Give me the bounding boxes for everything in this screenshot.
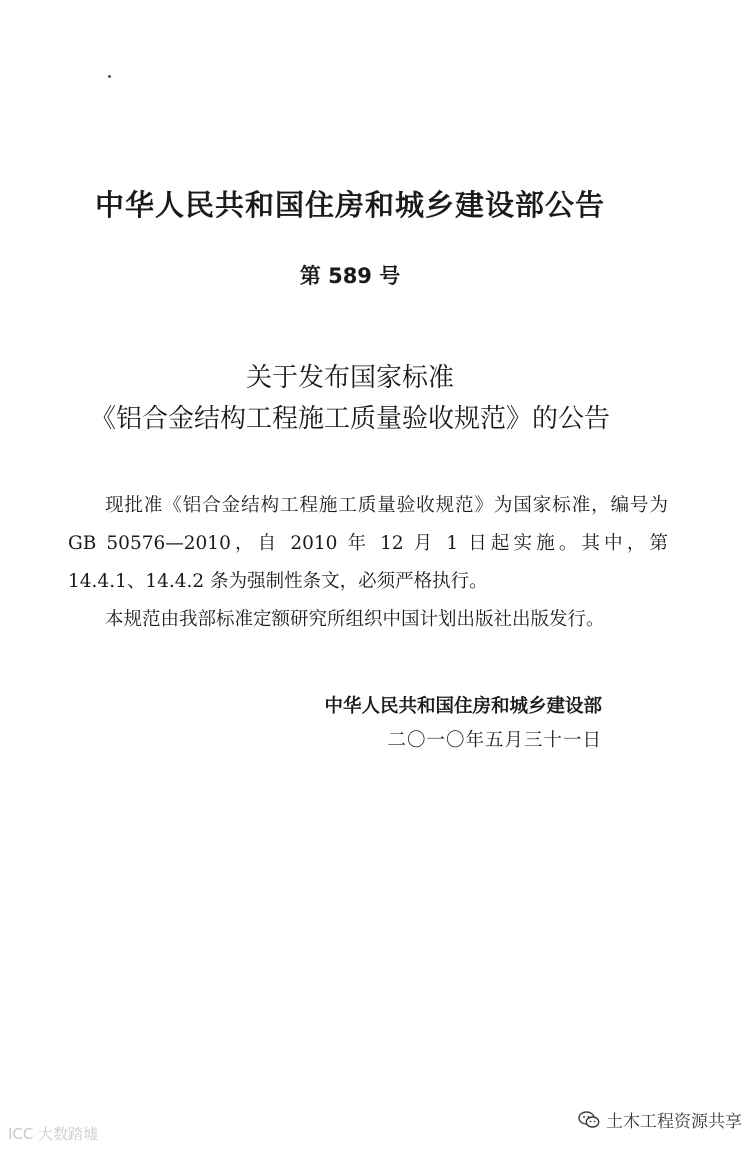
announcement-heading: 中华人民共和国住房和城乡建设部公告 (94, 188, 605, 222)
signature-organization: 中华人民共和国住房和城乡建设部 (324, 696, 602, 717)
wechat-icon (578, 1111, 600, 1129)
watermark-right (578, 1107, 742, 1132)
signature-date: 二〇一〇年五月三十一日 (387, 730, 602, 751)
announcement-subtitle-line1: 关于发布国家标准 (245, 363, 454, 393)
announcement-number: 第 589 号 (299, 264, 401, 288)
watermark-right-text: 土木工程资源共享 (606, 1112, 742, 1132)
announcement-subtitle-line2: 《铝合金结构工程施工质量验收规范》的公告 (89, 404, 610, 434)
body-paragraph-2: 本规范由我部标准定额研究所组织中国计划出版社出版发行。 (105, 609, 605, 630)
announcement-body (68, 487, 668, 639)
signature-block (324, 690, 602, 758)
scan-speck (108, 75, 111, 78)
watermark-left: ICC 大数踏墟 (8, 1125, 99, 1143)
body-paragraph-1: 现批准《铝合金结构工程施工质量验收规范》为国家标准，编号为 GB 50576—2010，自 2010 年 12 月 1 日起实施。其中，第 14.4.1、14.4.2 条为强制性条文，必须严格执行。 (68, 495, 668, 592)
